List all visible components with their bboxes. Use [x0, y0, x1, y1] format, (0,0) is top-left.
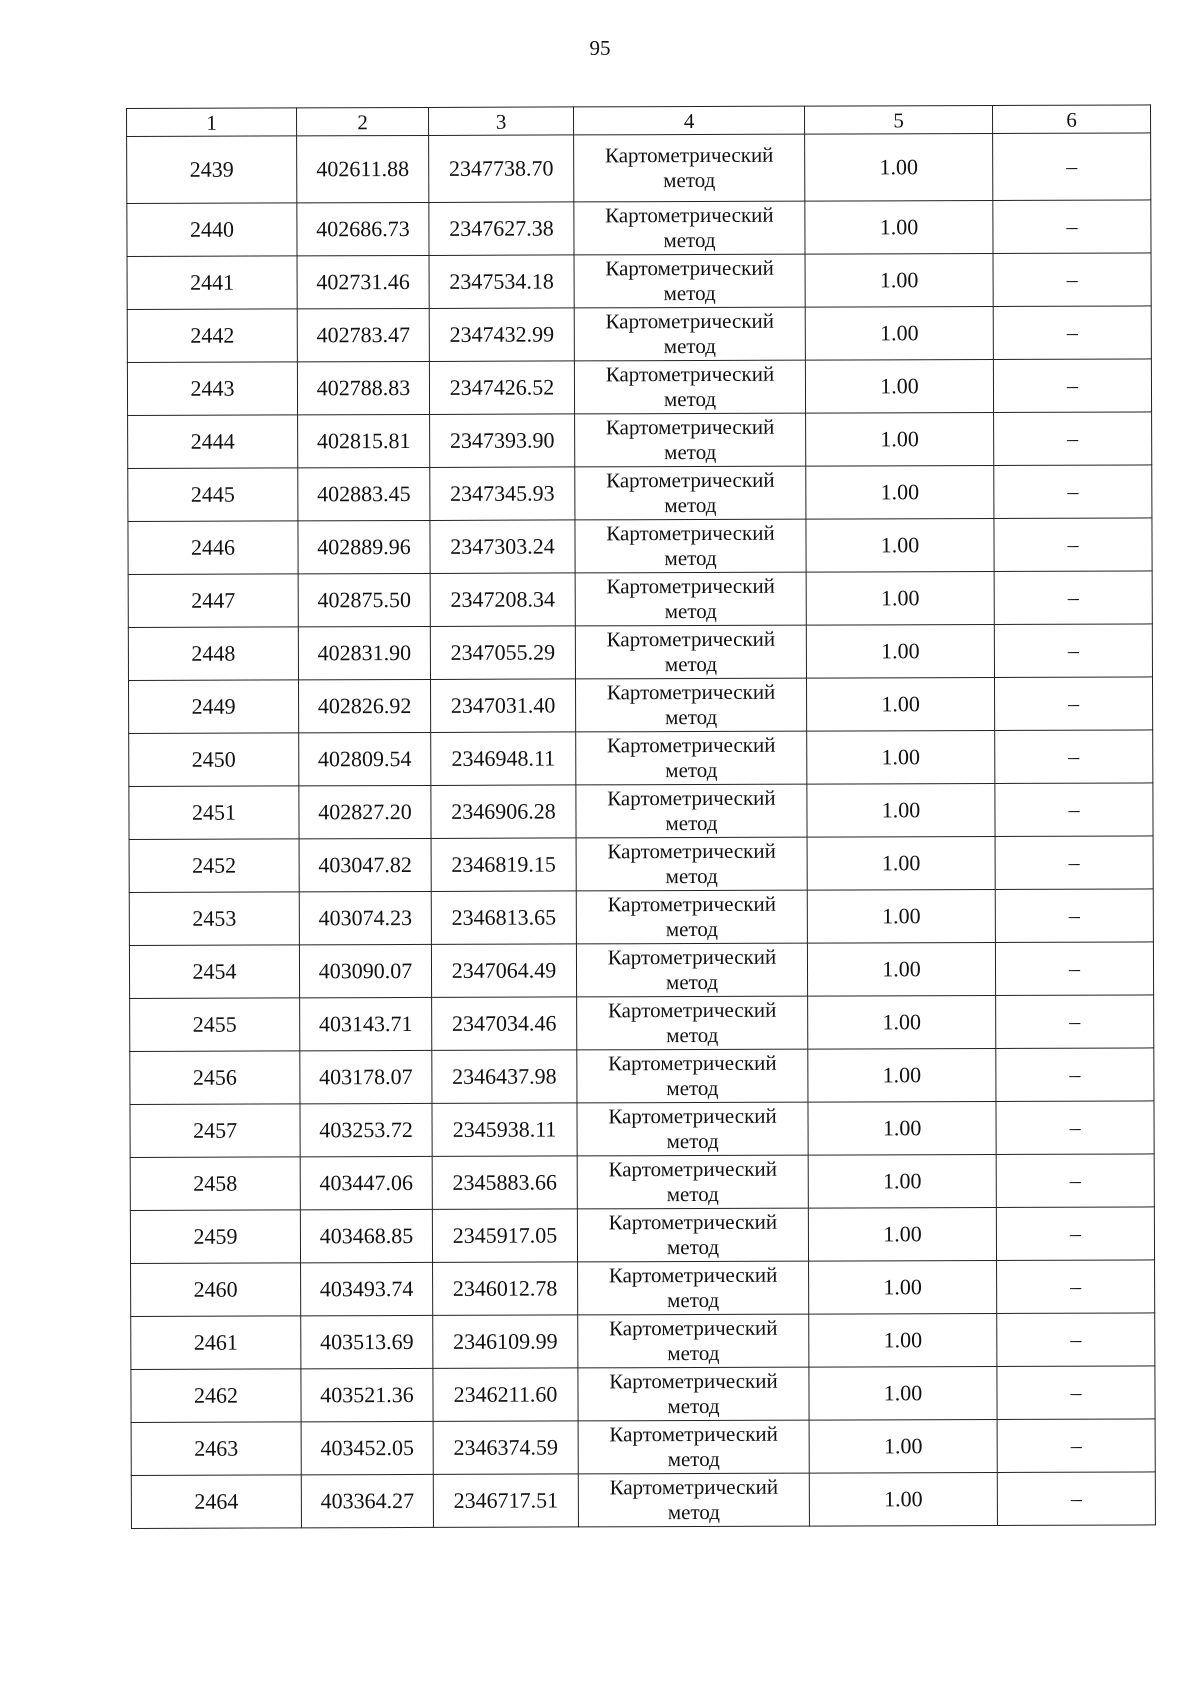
method-line-1: Картометрический [606, 732, 776, 758]
y-coordinate-cell: 2346813.65 [431, 891, 576, 945]
note-cell: – [996, 1048, 1154, 1102]
y-coordinate-cell: 2347031.40 [430, 679, 575, 733]
note-cell: – [994, 412, 1152, 466]
method-line-2: метод [666, 1234, 720, 1260]
point-number-cell: 2449 [128, 680, 298, 734]
method-line-1: Картометрический [607, 944, 777, 970]
y-coordinate-cell: 2347055.29 [430, 626, 575, 680]
point-number-cell: 2460 [131, 1263, 301, 1317]
method-line-2: метод [665, 757, 718, 783]
table-row [128, 624, 1152, 681]
y-coordinate-cell: 2345883.66 [432, 1156, 577, 1210]
point-number-cell: 2457 [130, 1104, 300, 1158]
method-line-2: метод [667, 1340, 720, 1366]
method-cell [574, 307, 805, 361]
method-cell [576, 731, 807, 785]
method-cell [578, 1314, 809, 1368]
page-number: 95 [589, 36, 611, 60]
accuracy-cell: 1.00 [807, 942, 995, 996]
point-number-cell: 2445 [128, 468, 298, 522]
x-coordinate-cell: 403447.06 [300, 1156, 432, 1209]
accuracy-cell: 1.00 [808, 1207, 996, 1261]
x-coordinate-cell: 402827.20 [299, 785, 431, 838]
note-cell: – [995, 783, 1153, 837]
note-cell: – [996, 1101, 1154, 1155]
accuracy-cell: 1.00 [808, 1048, 996, 1102]
table-row [130, 1154, 1154, 1211]
y-coordinate-cell: 2347034.46 [432, 997, 577, 1051]
note-cell: – [993, 200, 1151, 254]
method-cell [575, 572, 806, 626]
method-cell [574, 201, 805, 255]
note-cell: – [993, 253, 1151, 307]
note-cell: – [995, 730, 1153, 784]
x-coordinate-cell: 403452.05 [301, 1421, 433, 1474]
method-line-1: Картометрический [604, 142, 774, 168]
x-coordinate-cell: 402889.96 [298, 520, 430, 573]
y-coordinate-cell: 2347432.99 [429, 308, 574, 362]
method-line-1: Картометрический [609, 1421, 778, 1447]
method-cell [577, 1155, 808, 1209]
accuracy-cell: 1.00 [806, 412, 994, 466]
point-number-cell: 2442 [127, 309, 297, 363]
method-line-2: метод [663, 386, 717, 412]
column-header-3: 3 [428, 107, 573, 136]
x-coordinate-cell: 402788.83 [297, 361, 429, 414]
method-line-2: метод [666, 1128, 719, 1154]
method-line-1: Картометрический [605, 361, 775, 387]
y-coordinate-cell: 2346374.59 [433, 1421, 578, 1475]
table-row [127, 306, 1151, 363]
x-coordinate-cell: 403143.71 [300, 997, 432, 1050]
note-cell: – [994, 624, 1152, 678]
y-coordinate-cell: 2347426.52 [429, 361, 574, 415]
x-coordinate-cell: 403253.72 [300, 1103, 432, 1156]
x-coordinate-cell: 402611.88 [297, 135, 429, 202]
accuracy-cell: 1.00 [805, 200, 993, 254]
table-row [129, 730, 1153, 787]
method-line-1: Картометрический [607, 997, 777, 1023]
table-row [128, 571, 1152, 628]
table-row [130, 995, 1154, 1052]
x-coordinate-cell: 403513.69 [301, 1315, 433, 1368]
point-number-cell: 2455 [130, 998, 300, 1052]
note-cell: – [996, 995, 1154, 1049]
y-coordinate-cell: 2347208.34 [430, 573, 575, 627]
point-number-cell: 2464 [131, 1475, 301, 1529]
method-line-1: Картометрический [605, 414, 775, 440]
note-cell: – [994, 518, 1152, 572]
method-line-1: Картометрический [606, 679, 776, 705]
note-cell: – [995, 942, 1153, 996]
accuracy-cell: 1.00 [809, 1313, 997, 1367]
y-coordinate-cell: 2347345.93 [430, 467, 575, 521]
method-cell [578, 1261, 809, 1315]
table-row [127, 253, 1151, 310]
x-coordinate-cell: 402783.47 [297, 308, 429, 361]
method-cell [577, 1102, 808, 1156]
y-coordinate-cell: 2346437.98 [432, 1050, 577, 1104]
method-line-1: Картометрический [605, 202, 774, 228]
x-coordinate-cell: 402686.73 [297, 202, 429, 255]
accuracy-cell: 1.00 [809, 1366, 997, 1420]
method-line-2: метод [666, 1181, 719, 1207]
method-line-1: Картометрический [606, 520, 775, 546]
table-row [130, 1101, 1154, 1158]
method-line-2: метод [665, 810, 718, 836]
y-coordinate-cell: 2346012.78 [433, 1262, 578, 1316]
note-cell: – [997, 1313, 1155, 1367]
point-number-cell: 2443 [127, 362, 297, 416]
point-number-cell: 2447 [128, 574, 298, 628]
accuracy-cell: 1.00 [806, 571, 994, 625]
method-line-1: Картометрический [608, 1315, 778, 1341]
point-number-cell: 2450 [129, 733, 299, 787]
accuracy-cell: 1.00 [806, 518, 994, 572]
accuracy-cell: 1.00 [808, 1154, 996, 1208]
method-line-2: метод [665, 969, 719, 995]
x-coordinate-cell: 402826.92 [298, 679, 430, 732]
method-line-1: Картометрический [607, 891, 777, 917]
method-line-2: метод [663, 333, 716, 359]
accuracy-cell: 1.00 [807, 730, 995, 784]
x-coordinate-cell: 403364.27 [301, 1474, 433, 1527]
y-coordinate-cell: 2346906.28 [431, 785, 576, 839]
method-line-1: Картометрический [607, 838, 776, 864]
accuracy-cell: 1.00 [809, 1260, 997, 1314]
x-coordinate-cell: 402883.45 [298, 467, 430, 520]
table-row [130, 1048, 1154, 1105]
method-line-2: метод [667, 1446, 720, 1472]
table-row [131, 1366, 1155, 1423]
x-coordinate-cell: 403468.85 [300, 1209, 432, 1262]
method-cell [576, 943, 807, 997]
method-line-2: метод [666, 1022, 719, 1048]
note-cell: – [996, 1154, 1154, 1208]
method-line-2: метод [665, 704, 718, 730]
point-number-cell: 2440 [127, 203, 297, 257]
point-number-cell: 2454 [129, 945, 299, 999]
method-cell [575, 519, 806, 573]
table-row [128, 465, 1152, 522]
method-cell [576, 837, 807, 891]
y-coordinate-cell: 2346211.60 [433, 1368, 578, 1422]
method-line-1: Картометрический [608, 1050, 777, 1076]
accuracy-cell: 1.00 [807, 889, 995, 943]
note-cell: – [997, 1419, 1155, 1473]
method-cell [575, 466, 806, 520]
table-row [131, 1472, 1155, 1529]
coordinates-table [126, 104, 1156, 1529]
method-line-2: метод [667, 1287, 720, 1313]
note-cell: – [994, 677, 1152, 731]
method-line-2: метод [667, 1499, 720, 1525]
note-cell: – [995, 836, 1153, 890]
note-cell: – [997, 1472, 1155, 1526]
point-number-cell: 2462 [131, 1369, 301, 1423]
accuracy-cell: 1.00 [805, 253, 993, 307]
x-coordinate-cell: 402875.50 [298, 573, 430, 626]
y-coordinate-cell: 2346948.11 [431, 732, 576, 786]
method-line-2: метод [666, 1075, 719, 1101]
method-line-2: метод [665, 916, 718, 942]
y-coordinate-cell: 2345917.05 [432, 1209, 577, 1263]
table-row [128, 518, 1152, 575]
note-cell: – [993, 359, 1151, 413]
method-cell [575, 413, 806, 467]
point-number-cell: 2444 [128, 415, 298, 469]
method-line-1: Картометрический [606, 467, 775, 493]
x-coordinate-cell: 403074.23 [299, 891, 431, 944]
method-line-1: Картометрический [608, 1103, 777, 1129]
note-cell: – [993, 133, 1151, 201]
table-row [128, 677, 1152, 734]
note-cell: – [996, 1207, 1154, 1261]
column-header-4: 4 [573, 106, 804, 135]
method-line-2: метод [664, 439, 717, 465]
method-line-1: Картометрический [609, 1368, 778, 1394]
method-line-1: Картометрический [607, 785, 776, 811]
x-coordinate-cell: 403493.74 [301, 1262, 433, 1315]
y-coordinate-cell: 2347738.70 [429, 135, 574, 203]
method-cell [578, 1420, 809, 1474]
x-coordinate-cell: 403090.07 [299, 944, 431, 997]
point-number-cell: 2461 [131, 1316, 301, 1370]
x-coordinate-cell: 403178.07 [300, 1050, 432, 1103]
method-cell [576, 890, 807, 944]
x-coordinate-cell: 402809.54 [299, 732, 431, 785]
y-coordinate-cell: 2347627.38 [429, 202, 574, 256]
method-line-2: метод [663, 280, 716, 306]
accuracy-cell: 1.00 [806, 624, 994, 678]
method-line-1: Картометрический [605, 308, 775, 334]
note-cell: – [994, 571, 1152, 625]
y-coordinate-cell: 2347393.90 [430, 414, 575, 468]
method-line-1: Картометрический [606, 573, 775, 599]
accuracy-cell: 1.00 [809, 1419, 997, 1473]
method-line-1: Картометрический [608, 1209, 778, 1235]
method-line-1: Картометрический [608, 1156, 777, 1182]
table-row [129, 889, 1153, 946]
method-cell [577, 996, 808, 1050]
column-header-2: 2 [297, 107, 429, 135]
y-coordinate-cell: 2346717.51 [433, 1474, 578, 1528]
method-cell [576, 784, 807, 838]
point-number-cell: 2452 [129, 839, 299, 893]
table-row [131, 1313, 1155, 1370]
method-line-1: Картометрический [606, 626, 776, 652]
method-cell [575, 678, 806, 732]
accuracy-cell: 1.00 [805, 306, 993, 360]
method-line-2: метод [663, 227, 716, 253]
point-number-cell: 2456 [130, 1051, 300, 1105]
table-row [127, 133, 1151, 204]
accuracy-cell: 1.00 [805, 133, 993, 201]
method-line-1: Картометрический [609, 1474, 779, 1500]
x-coordinate-cell: 402815.81 [298, 414, 430, 467]
method-line-2: метод [665, 863, 718, 889]
method-cell [575, 625, 806, 679]
point-number-cell: 2441 [127, 256, 297, 310]
x-coordinate-cell: 403047.82 [299, 838, 431, 891]
y-coordinate-cell: 2345938.11 [432, 1103, 577, 1157]
accuracy-cell: 1.00 [805, 359, 993, 413]
column-header-5: 5 [804, 105, 992, 134]
method-cell [574, 134, 805, 202]
note-cell: – [997, 1260, 1155, 1314]
method-cell [577, 1049, 808, 1103]
y-coordinate-cell: 2347303.24 [430, 520, 575, 574]
table-header [127, 105, 1151, 137]
table-row [130, 1207, 1154, 1264]
point-number-cell: 2463 [131, 1422, 301, 1476]
column-header-6: 6 [992, 105, 1150, 134]
note-cell: – [994, 465, 1152, 519]
method-line-1: Картометрический [605, 255, 774, 281]
y-coordinate-cell: 2347064.49 [431, 944, 576, 998]
table-row [127, 200, 1151, 257]
accuracy-cell: 1.00 [808, 995, 996, 1049]
method-line-2: метод [664, 598, 717, 624]
accuracy-cell: 1.00 [807, 783, 995, 837]
method-cell [574, 360, 805, 414]
method-line-2: метод [664, 545, 717, 571]
method-line-2: метод [663, 167, 716, 193]
accuracy-cell: 1.00 [808, 1101, 996, 1155]
method-cell [577, 1208, 808, 1262]
accuracy-cell: 1.00 [806, 677, 994, 731]
point-number-cell: 2448 [128, 627, 298, 681]
header-row [127, 105, 1151, 137]
table-row [131, 1260, 1155, 1317]
x-coordinate-cell: 402831.90 [298, 626, 430, 679]
method-line-1: Картометрический [608, 1262, 778, 1288]
table-row [129, 836, 1153, 893]
method-cell [578, 1473, 809, 1527]
method-cell [574, 254, 805, 308]
x-coordinate-cell: 402731.46 [297, 255, 429, 308]
note-cell: – [993, 306, 1151, 360]
accuracy-cell: 1.00 [807, 836, 995, 890]
point-number-cell: 2458 [130, 1157, 300, 1211]
accuracy-cell: 1.00 [809, 1472, 997, 1526]
table-body [127, 133, 1156, 1529]
point-number-cell: 2459 [130, 1210, 300, 1264]
table-row [128, 412, 1152, 469]
method-line-2: метод [664, 651, 718, 677]
point-number-cell: 2446 [128, 521, 298, 575]
column-header-1: 1 [127, 108, 297, 137]
y-coordinate-cell: 2347534.18 [429, 255, 574, 309]
point-number-cell: 2453 [129, 892, 299, 946]
table-row [129, 942, 1153, 999]
method-line-2: метод [664, 492, 717, 518]
note-cell: – [995, 889, 1153, 943]
method-line-2: метод [667, 1393, 720, 1419]
x-coordinate-cell: 403521.36 [301, 1368, 433, 1421]
method-cell [578, 1367, 809, 1421]
table-row [127, 359, 1151, 416]
table-row [131, 1419, 1155, 1476]
y-coordinate-cell: 2346109.99 [433, 1315, 578, 1369]
accuracy-cell: 1.00 [806, 465, 994, 519]
y-coordinate-cell: 2346819.15 [431, 838, 576, 892]
table-row [129, 783, 1153, 840]
point-number-cell: 2439 [127, 136, 297, 204]
point-number-cell: 2451 [129, 786, 299, 840]
note-cell: – [997, 1366, 1155, 1420]
